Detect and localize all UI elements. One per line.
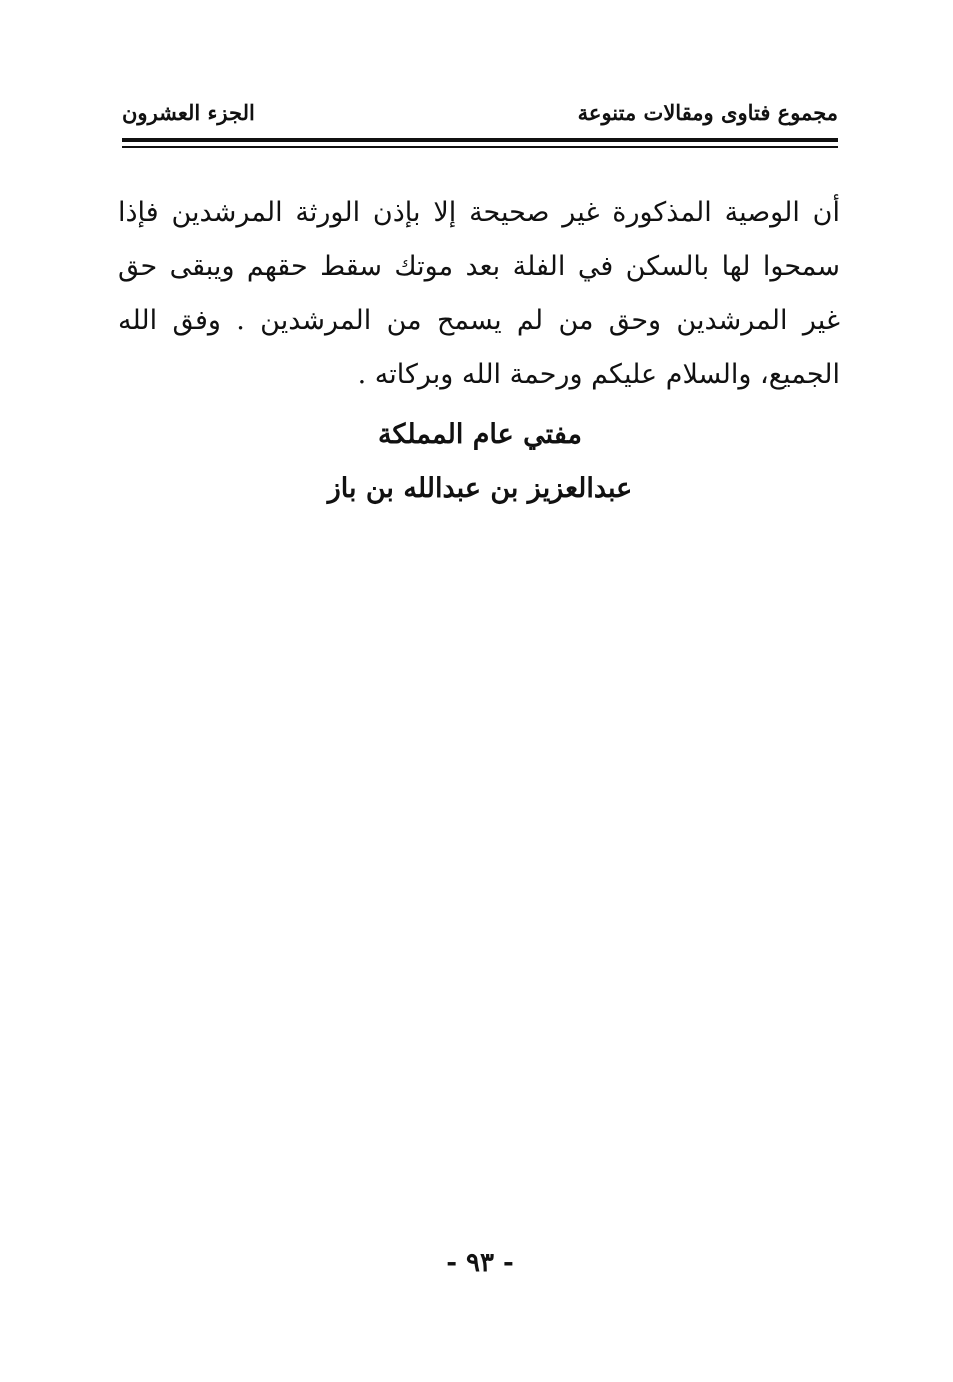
header-rule-thin <box>122 146 838 148</box>
header-rule-thick <box>122 138 838 142</box>
page-number: - ٩٣ - <box>446 1248 514 1278</box>
signature-name: عبدالعزيز بن عبدالله بن باز <box>327 473 633 504</box>
book-title: مجموع فتاوى ومقالات متنوعة <box>577 99 838 125</box>
fatwa-paragraph: أن الوصية المذكورة غير صحيحة إلا بإذن الورثة المرشدين فإذا سمحوا لها بالسكن في الفلة بعد موتك سقط حقهم ويبقى حق غير المرشدين وحق من لم يسمح من المرشدين . وفق الله الجميع، والسلام عليكم ورحمة الله وبركاته . <box>118 197 840 390</box>
signature-title: مفتي عام المملكة <box>378 419 582 450</box>
volume-label: الجزء العشرون <box>122 99 255 125</box>
running-header <box>122 92 838 132</box>
signature-block <box>300 408 660 516</box>
